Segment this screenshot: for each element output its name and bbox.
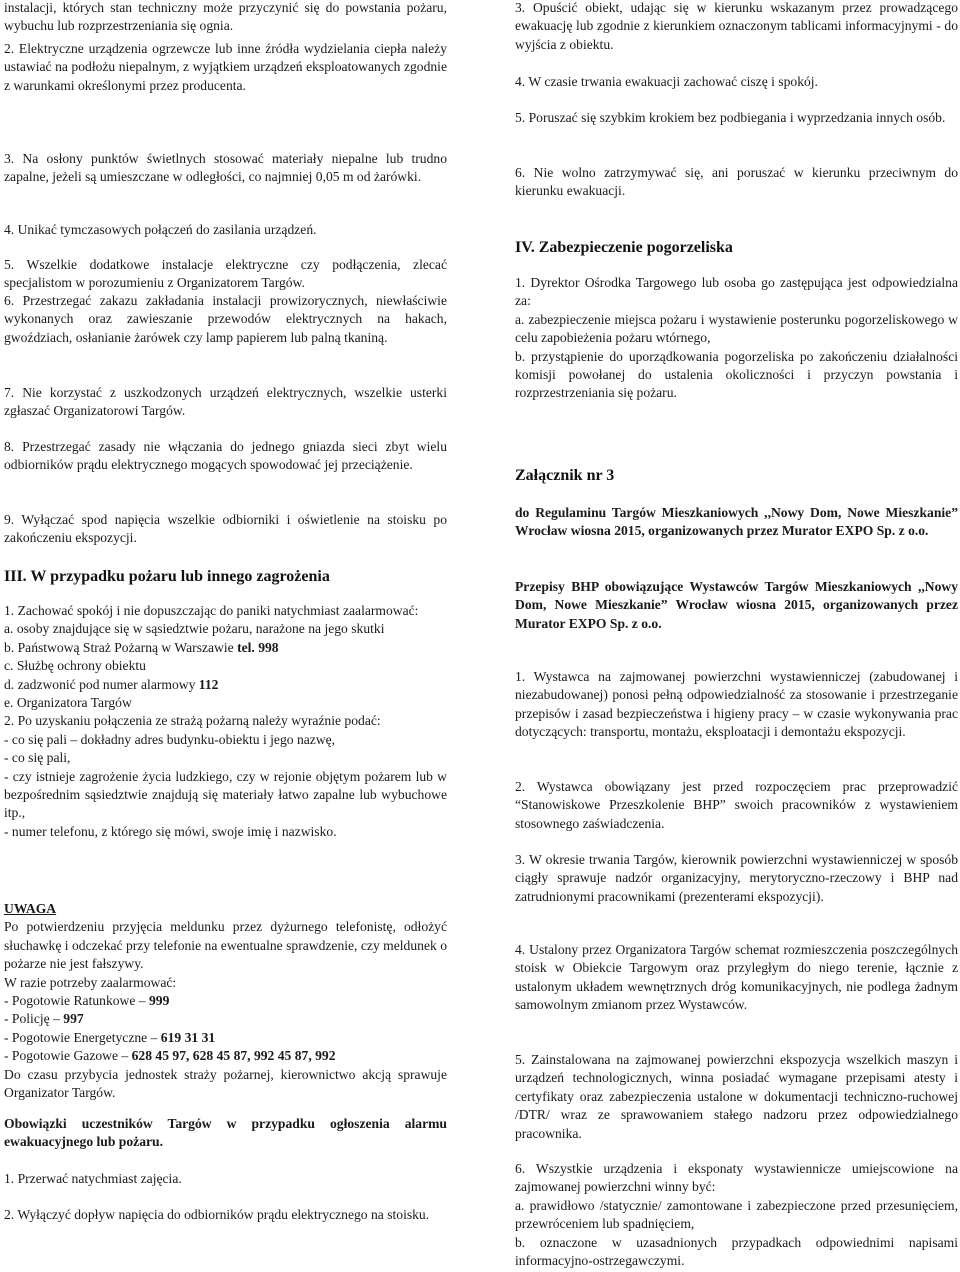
alarm-item-c: c. Służbę ochrony obiektu: [4, 658, 146, 674]
alarm-item-d: [4, 676, 447, 694]
alarm-item-b-text: b. Państwową Straż Pożarną w Warszawie: [4, 639, 238, 655]
warning-text: Po potwierdzeniu przyjęcia meldunku przez dyżurnego telefonistę, odłożyć słuchawkę i odczekać przy telefonie na ewentualne sprawdzenie, czy meldunek o pożarze nie jest fałszywy.: [4, 919, 447, 972]
alarm-ambulance: [4, 992, 447, 1010]
ambulance-number: 999: [149, 993, 170, 1009]
duty-5: 5. Poruszać się szybkim krokiem bez podbiegania i wyprzedzania innych osób.: [515, 110, 946, 125]
alarm-item-d-text: d. zadzwonić pod numer alarmowy: [4, 676, 199, 692]
alarm-after-text: Do czasu przybycia jednostek straży pożarnej, kierownictwo akcją sprawuje Organizator Targów.: [4, 1066, 447, 1101]
bhp-item-4: 4. Ustalony przez Organizatora Targów schemat rozmieszczenia poszczególnych stoisk w Obiekcie Targowym oraz przyległym do niego terenie, łącznie z ustalonym układem wewnętrznych dróg komunikacyjnych, nie podlega żadnym samowolnym zmianom przez Wystawców.: [515, 942, 958, 1013]
alarm-item-a: a. osoby znajdujące się w sąsiedztwie pożaru, narażone na jego skutki: [4, 621, 385, 637]
bhp-item-6a: a. prawidłowo /statycznie/ zamontowane i zabezpieczone przed przesunięciem, przewróceniem lub spadnięciem,: [515, 1197, 958, 1232]
report-line-3: - czy istnieje zagrożenie życia ludzkiego, czy w rejonie objętym pożarem lub w bezpośrednim sąsiedztwie znajdują się materiały łatwo zapalne lub wybuchowe itp.,: [4, 768, 447, 821]
section-4-body: [515, 274, 958, 403]
section-4-point-b: b. przystąpienie do uporządkowania pogorzeliska po zakończeniu działalności komisji powołanej do ustalenia okoliczności i przyczyn powstania i rozprzestrzeniania się pożaru.: [515, 348, 958, 401]
rule-item-8: 8. Przestrzegać zasady nie włączania do jednego gniazda sieci zbyt wielu odbiorników prądu elektrycznego mogących spowodować jej przeciążenie.: [4, 439, 447, 473]
alarm-police: [4, 1010, 447, 1028]
fire-brigade-phone: tel. 998: [237, 639, 279, 655]
alarm-power-label: - Pogotowie Energetyczne –: [4, 1029, 161, 1045]
section-4-title: IV. Zabezpieczenie pogorzeliska: [515, 239, 733, 256]
fire-procedure: [4, 602, 447, 841]
alarm-item-b: [4, 639, 447, 657]
duty-2: 2. Wyłączyć dopływ napięcia do odbiorników prądu elektrycznego na stoisku.: [4, 1207, 430, 1222]
warning-title: UWAGA: [4, 901, 57, 916]
bhp-item-2: 2. Wystawca obowiązany jest przed rozpoczęciem prac przeprowadzić “Stanowiskowe Przeszkolenie BHP” swoich pracowników z wystawieniem stosownego zaświadczenia.: [515, 779, 958, 831]
report-line-4: - numer telefonu, z którego się mówi, swoje imię i nazwisko.: [4, 823, 337, 839]
annex-rules-title: Przepisy BHP obowiązujące Wystawców Targów Mieszkaniowych ,,Nowy Dom, Nowe Mieszkanie” Wrocław wiosna 2015, organizowanych przez Murator EXPO Sp. z o.o.: [515, 579, 958, 631]
procedure-step-2: 2. Po uzyskaniu połączenia ze strażą pożarną należy wyraźnie podać:: [4, 713, 381, 729]
gas-numbers: 628 45 97, 628 45 87, 992 45 87, 992: [131, 1048, 336, 1064]
rule-item-7: 7. Nie korzystać z uszkodzonych urządzeń elektrycznych, wszelkie usterki zgłaszać Organizatorowi Targów.: [4, 385, 447, 419]
duty-3: 3. Opuścić obiekt, udając się w kierunku wskazanym przez prowadzącego ewakuację lub zgodnie z kierunkiem oznaczonym tablicami informacyjnymi - do wyjścia z obiektu.: [515, 0, 958, 52]
section-4-point-1: 1. Dyrektor Ośrodka Targowego lub osoba go zastępująca jest odpowiedzialna za:: [515, 275, 958, 309]
alarm-gas: [4, 1047, 447, 1065]
report-line-1: - co się pali – dokładny adres budynku-obiektu i jego nazwę,: [4, 731, 336, 747]
rule-item-3: 3. Na osłony punktów świetlnych stosować materiały niepalne lub trudno zapalne, jeżeli są umieszczane w odległości, co najmniej 0,05 m od żarówki.: [4, 151, 447, 185]
emergency-number: 112: [198, 676, 219, 692]
annex-subtitle: do Regulaminu Targów Mieszkaniowych ,,Nowy Dom, Nowe Mieszkanie” Wrocław wiosna 2015, organizowanych przez Murator EXPO Sp. z o.o.: [515, 505, 958, 539]
alarm-gas-label: - Pogotowie Gazowe –: [4, 1048, 132, 1064]
bhp-item-6: 6. Wszystkie urządzenia i eksponaty wystawiennicze umiejscowione na zajmowanej powierzchni winny być:: [515, 1161, 958, 1195]
rule-item-5: 5. Wszelkie dodatkowe instalacje elektryczne czy podłączenia, zlecać specjalistom w porozumieniu z Organizatorem Targów.: [4, 257, 447, 291]
alarm-ambulance-label: - Pogotowie Ratunkowe –: [4, 993, 149, 1009]
bhp-item-6-block: [515, 1160, 958, 1270]
rule-item-6: 6. Przestrzegać zakazu zakładania instalacji prowizorycznych, niewłaściwie wykonanych oraz zawieszanie przewodów elektrycznych na hakach, gwoździach, osłanianie żarówek czy lamp papierem lub palną tkaniną.: [4, 293, 447, 345]
police-number: 997: [63, 1011, 84, 1027]
report-line-2: - co się pali,: [4, 750, 71, 766]
bhp-item-6b: b. oznaczone w uzasadnionych przypadkach odpowiednimi napisami informacyjno-ostrzegawczymi.: [515, 1234, 958, 1269]
power-number: 619 31 31: [160, 1029, 216, 1045]
annex-title: Załącznik nr 3: [515, 467, 615, 484]
bhp-item-1: 1. Wystawca na zajmowanej powierzchni wystawienniczej (zabudowanej i niezabudowanej) ponosi pełną odpowiedzialność za stosowanie i przestrzeganie przepisów i zasad bezpieczeństwa i higieny pracy – w czasie wykonywania prac dotyczących: transportu, montażu, eksploatacji i demontażu ekspozycji.: [515, 669, 958, 740]
bhp-item-5: 5. Zainstalowana na zajmowanej powierzchni ekspozycja wszelkich maszyn i urządzeń technologicznych, winna posiadać wymagane przepisami atesty i certyfikaty oraz zabezpieczenia ustalone w dokumentacji techniczno-ruchowej /DTR/ wraz ze sprawowaniem stałego nadzoru przez odpowiedzialnego pracownika.: [515, 1052, 958, 1141]
alarm-list-intro: W razie potrzeby zaalarmować:: [4, 974, 177, 990]
duty-4: 4. W czasie trwania ewakuacji zachować ciszę i spokój.: [515, 74, 818, 89]
section-4-point-a: a. zabezpieczenie miejsca pożaru i wystawienie posterunku pogorzeliskowego w celu zapobieżenia pożaru wtórnego,: [515, 311, 958, 346]
rule-item-4: 4. Unikać tymczasowych połączeń do zasilania urządzeń.: [4, 222, 317, 237]
duties-title: Obowiązki uczestników Targów w przypadku ogłoszenia alarmu ewakuacyjnego lub pożaru.: [4, 1116, 447, 1150]
procedure-step-1: 1. Zachować spokój i nie dopuszczając do paniki natychmiast zaalarmować:: [4, 603, 419, 618]
duty-1: 1. Przerwać natychmiast zajęcia.: [4, 1171, 182, 1186]
alarm-item-e: e. Organizatora Targów: [4, 695, 132, 711]
warning-block: [4, 900, 447, 1102]
section-3-title: III. W przypadku pożaru lub innego zagrożenia: [4, 568, 330, 585]
rule-item-9: 9. Wyłączać spod napięcia wszelkie odbiorniki i oświetlenie na stoisku po zakończeniu ekspozycji.: [4, 512, 447, 546]
intro-paragraph: instalacji, których stan techniczny może przyczynić się do powstania pożaru, wybuchu lub rozprzestrzeniania się ognia.: [4, 0, 447, 34]
alarm-police-label: - Policję –: [4, 1011, 64, 1027]
rule-item-2: 2. Elektryczne urządzenia ogrzewcze lub inne źródła wydzielania ciepła należy ustawiać na podłożu niepalnym, z wyjątkiem urządzeń eksploatowanych zgodnie z warunkami określonymi przez producenta.: [4, 41, 447, 93]
duty-6: 6. Nie wolno zatrzymywać się, ani poruszać w kierunku przeciwnym do kierunku ewakuacji.: [515, 165, 958, 199]
alarm-power: [4, 1029, 447, 1047]
bhp-item-3: 3. W okresie trwania Targów, kierownik powierzchni wystawienniczej w sposób ciągły sprawuje nadzór organizacyjny, merytoryczno-rzeczowy i BHP nad zatrudnionymi pracownikami (prezenterami ekspozycji).: [515, 852, 958, 904]
